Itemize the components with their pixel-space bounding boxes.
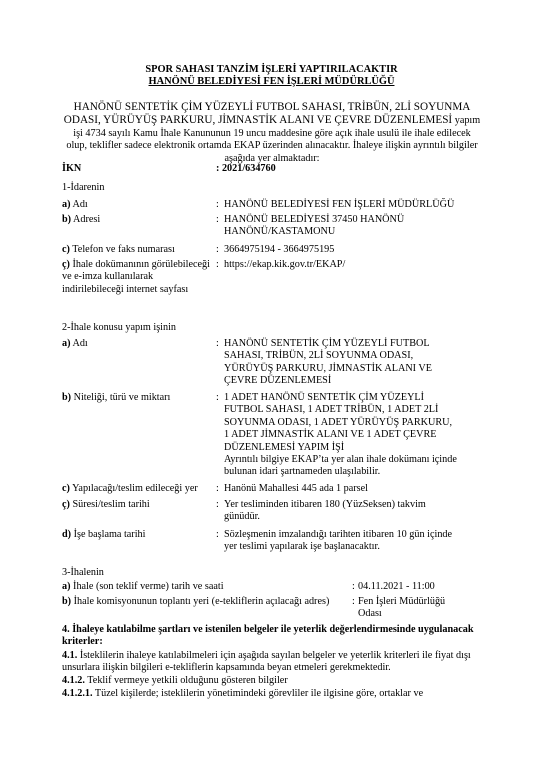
section1-label-c: c) Telefon ve faks numarası bbox=[62, 244, 175, 255]
section3-label-a: a) İhale (son teklif verme) tarih ve saati bbox=[62, 581, 224, 592]
section1-label-b: b) Adresi bbox=[62, 214, 101, 225]
section4-paragraph-3: 4.1.2.1. Tüzel kişilerde; isteklilerin yönetimindeki görevliler ile ilgisine göre, ortaklar ve bbox=[62, 688, 424, 699]
announcement-subtitle: HANÖNÜ BELEDİYESİ FEN İŞLERİ MÜDÜRLÜĞÜ bbox=[148, 76, 395, 87]
intro-text: yapım işi 4734 sayılı Kamu İhale Kanununun 19 uncu maddesine göre açık ihale usulü ile ihale edilecek olup, teklifler sadece elektronik ortamda EKAP üzerinden alınacaktır. İhaleye ilişkin ayrıntılı bilgiler aşağıda yer almaktadır: bbox=[66, 115, 481, 164]
colon: : bbox=[216, 214, 219, 225]
section2-label-b: b) Niteliği, türü ve miktarı bbox=[62, 392, 171, 403]
announcement-title: SPOR SAHASI TANZİM İŞLERİ YAPTIRILACAKTIR bbox=[145, 64, 398, 75]
colon: : bbox=[216, 483, 219, 494]
section2-value-a: HANÖNÜ SENTETİK ÇİM YÜZEYLİ FUTBOL SAHASI, TRİBÜN, 2Lİ SOYUNMA ODASI, YÜRÜYÜŞ PARKURU, JİMNASTİK ALANI VE ÇEVRE DÜZENLEMESİ bbox=[224, 338, 433, 387]
colon: : bbox=[216, 499, 219, 510]
section2-label-cc: ç) Süresi/teslim tarihi bbox=[62, 499, 150, 510]
colon: : bbox=[352, 596, 355, 607]
colon: : bbox=[216, 338, 219, 349]
section3-value-b: Fen İşleri Müdürlüğü Odası bbox=[358, 596, 446, 620]
colon: : bbox=[216, 259, 219, 270]
section1-value-a: HANÖNÜ BELEDİYESİ FEN İŞLERİ MÜDÜRLÜĞÜ bbox=[224, 199, 455, 210]
colon: : bbox=[216, 392, 219, 403]
section1-value-c: 3664975194 - 3664975195 bbox=[224, 244, 335, 255]
section1-label-a: a) Adı bbox=[62, 199, 88, 210]
colon: : bbox=[216, 199, 219, 210]
colon: : bbox=[352, 581, 355, 592]
section2-value-d: Sözleşmenin imzalandığı tarihten itibaren 10 gün içinde yer teslimi yapılarak işe başlanacaktır. bbox=[224, 529, 453, 553]
section4-paragraph-2: 4.1.2. Teklif vermeye yetkili olduğunu gösteren bilgiler bbox=[62, 675, 288, 686]
intro-paragraph bbox=[62, 101, 482, 165]
intro-work-name: HANÖNÜ SENTETİK ÇİM YÜZEYLİ FUTBOL SAHASI, TRİBÜN, 2Lİ SOYUNMA ODASI, YÜRÜYÜŞ PARKURU, JİMNASTİK ALANI VE ÇEVRE DÜZENLEMESİ bbox=[63, 101, 471, 127]
section1-label-cc: ç) İhale dokümanının görülebileceği ve e-imza kullanılarak indirilebileceği internet sayfası bbox=[62, 259, 210, 295]
section3-value-a: 04.11.2021 - 11:00 bbox=[358, 581, 435, 592]
section2-heading: 2-İhale konusu yapım işinin bbox=[62, 322, 177, 333]
colon: : bbox=[216, 529, 219, 540]
section3-heading: 3-İhalenin bbox=[62, 567, 104, 578]
section4-heading: 4. İhaleye katılabilme şartları ve istenilen belgeler ile yeterlik değerlendirmesinde uygulanacak kriterler: bbox=[62, 624, 474, 648]
section2-label-c: c) Yapılacağı/teslim edileceği yer bbox=[62, 483, 198, 494]
colon: : bbox=[216, 244, 219, 255]
section2-label-a: a) Adı bbox=[62, 338, 88, 349]
section2-value-b: 1 ADET HANÖNÜ SENTETİK ÇİM YÜZEYLİ FUTBOL SAHASI, 1 ADET TRİBÜN, 1 ADET 2Lİ SOYUNMA ODASI, 1 ADET YÜRÜYÜŞ PARKURU, 1 ADET JİMNASTİK ALANI VE 1 ADET ÇEVRE DÜZENLEMESİ YAPIM İŞİ bbox=[224, 392, 453, 453]
section1-heading: 1-İdarenin bbox=[62, 182, 105, 193]
section4-paragraph-1: 4.1. İsteklilerin ihaleye katılabilmeleri için aşağıda sayılan belgeler ve yeterlik kriterleri ile fiyat dışı unsurlara ilişkin bilgileri e-tekliflerin kapsamında beyan etmeleri gerekmektedir. bbox=[62, 650, 471, 674]
section3-label-b: b) İhale komisyonunun toplantı yeri (e-tekliflerin açılacağı adres) bbox=[62, 596, 330, 607]
section1-value-b: HANÖNÜ BELEDİYESİ 37450 HANÖNÜ HANÖNÜ/KASTAMONU bbox=[224, 214, 405, 238]
section2-note-b: Ayrıntılı bilgiye EKAP’ta yer alan ihale dokümanı içinde bulunan idari şartnameden ulaşılabilir. bbox=[224, 454, 457, 478]
section2-value-cc: Yer tesliminden itibaren 180 (YüzSeksen) takvim günüdür. bbox=[224, 499, 426, 523]
ikn-label: İKN bbox=[62, 163, 82, 174]
ikn-value: : 2021/634760 bbox=[216, 163, 276, 174]
section1-value-cc: https://ekap.kik.gov.tr/EKAP/ bbox=[224, 259, 346, 270]
section2-value-c: Hanönü Mahallesi 445 ada 1 parsel bbox=[224, 483, 368, 494]
section2-label-d: d) İşe başlama tarihi bbox=[62, 529, 146, 540]
